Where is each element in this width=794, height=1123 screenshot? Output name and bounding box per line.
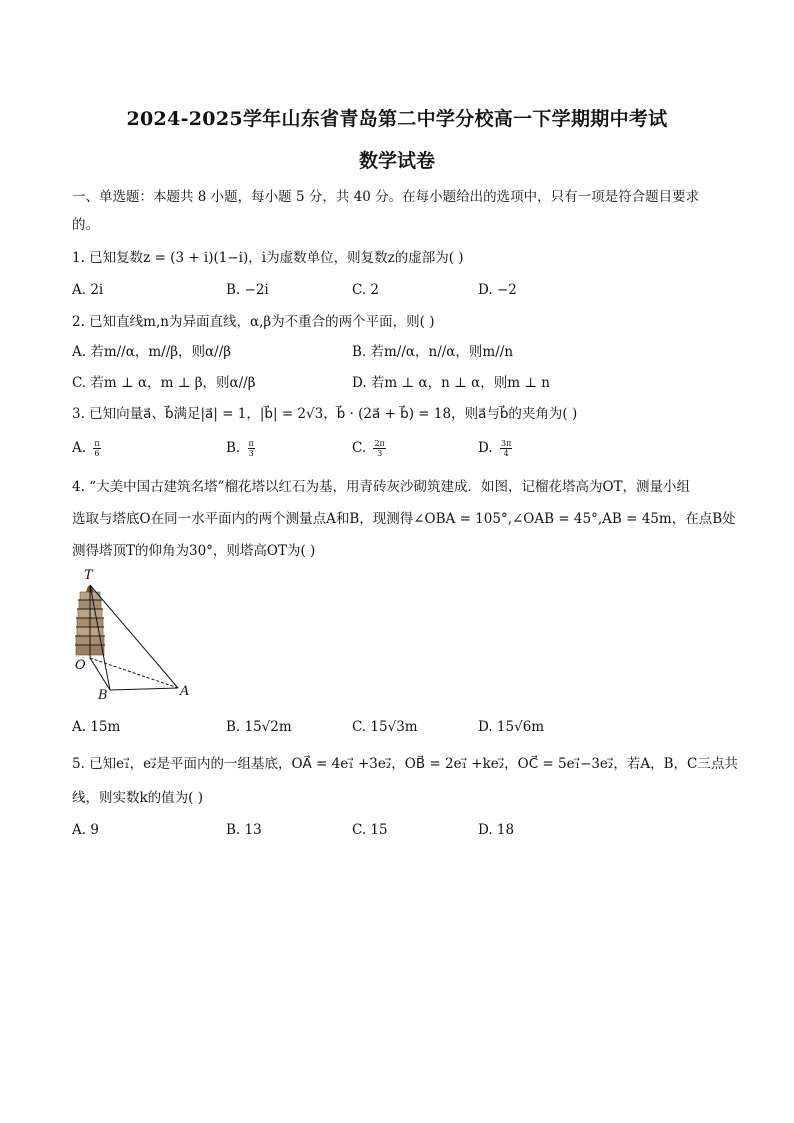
section-heading: 一、单选题：本题共 8 小题，每小题 5 分，共 40 分。在每小题给出的选项中，只有一项是符合题目要求 — [72, 189, 700, 205]
q3-option-b-fraction: $\frac{\pi}{3}$ — [248, 439, 254, 458]
q3-option-c-prefix: C. — [352, 440, 367, 456]
q3-option-d[interactable] — [478, 439, 512, 458]
q3-stem: 3. 已知向量a⃗、b⃗满足|a⃗| = 1，|b⃗| = 2√3，b⃗ · (2a⃗ + b⃗) = 18，则a⃗与b⃗的夹角为( ) — [72, 406, 578, 422]
q4-figure — [70, 568, 200, 703]
label-O: O — [75, 658, 86, 673]
q5-option-d[interactable]: D. 18 — [478, 822, 515, 838]
q2-stem: 2. 已知直线m,n为异面直线，α,β为不重合的两个平面，则( ) — [72, 314, 435, 330]
q4-stem-line1: 4. “大美中国古建筑名塔”榴花塔以红石为基，用青砖灰沙砌筑建成．如图，记榴花塔高为OT，测量小组 — [72, 479, 691, 495]
q2-option-c[interactable]: C. 若m ⊥ α，m ⊥ β，则α//β — [72, 375, 256, 391]
q4-option-c[interactable]: C. 15√3m — [352, 719, 418, 735]
label-B: B — [98, 688, 108, 703]
q3-option-a-fraction: $\frac{\pi}{6}$ — [94, 439, 100, 458]
q4-option-d[interactable]: D. 15√6m — [478, 719, 545, 735]
q3-option-d-fraction: $\frac{3\pi}{4}$ — [500, 439, 512, 458]
section-heading-cont: 的。 — [72, 217, 99, 233]
q3-option-d-prefix: D. — [478, 440, 493, 456]
q3-option-c-fraction: $\frac{2\pi}{3}$ — [374, 439, 385, 458]
q5-stem-line2: 线，则实数k的值为( ) — [72, 790, 204, 806]
exam-subtitle: 数学试卷 — [358, 150, 435, 172]
q4-stem-line3: 测得塔顶T的仰角为30°，则塔高OT为( ) — [72, 543, 316, 559]
label-A: A — [180, 684, 190, 699]
q4-option-a[interactable]: A. 15m — [72, 719, 121, 735]
q4-stem-line2: 选取与塔底O在同一水平面内的两个测量点A和B，现测得∠OBA = 105°,∠OAB = 45°,AB = 45m，在点B处 — [72, 511, 736, 527]
q2-option-a[interactable]: A. 若m//α，m//β，则α//β — [72, 344, 232, 360]
q1-option-d[interactable]: D. −2 — [478, 282, 517, 298]
q3-option-c[interactable] — [352, 439, 386, 458]
q3-option-b[interactable] — [226, 439, 255, 458]
q4-option-b[interactable]: B. 15√2m — [226, 719, 292, 735]
q1-option-c[interactable]: C. 2 — [352, 282, 380, 298]
exam-title: 2024-2025学年山东省青岛第二中学分校高一下学期期中考试 — [126, 108, 668, 130]
q3-option-a[interactable] — [72, 439, 101, 458]
q3-option-b-prefix: B. — [226, 440, 241, 456]
q3-option-a-prefix: A. — [72, 440, 87, 456]
q1-option-a[interactable]: A. 2i — [72, 282, 104, 298]
q1-option-b[interactable]: B. −2i — [226, 282, 269, 298]
pagoda-triangle-diagram — [70, 568, 200, 703]
q2-option-b[interactable]: B. 若m//α，n//α，则m//n — [352, 344, 514, 360]
q1-stem: 1. 已知复数z = (3 + i)(1−i)，i为虚数单位，则复数z的虚部为( ) — [72, 250, 464, 266]
q5-option-c[interactable]: C. 15 — [352, 822, 388, 838]
q5-stem-line1: 5. 已知e₁⃗，e₂⃗是平面内的一组基底，OA⃗ = 4e₁⃗ +3e₂⃗，OB⃗ = 2e₁⃗ +ke₂⃗，OC⃗ = 5e₁⃗−3e₂⃗，若A，B，C三点共 — [72, 756, 738, 772]
label-T: T — [84, 568, 93, 583]
q5-option-a[interactable]: A. 9 — [72, 822, 99, 838]
q5-option-b[interactable]: B. 13 — [226, 822, 262, 838]
q2-option-d[interactable]: D. 若m ⊥ α，n ⊥ α，则m ⊥ n — [352, 375, 550, 391]
